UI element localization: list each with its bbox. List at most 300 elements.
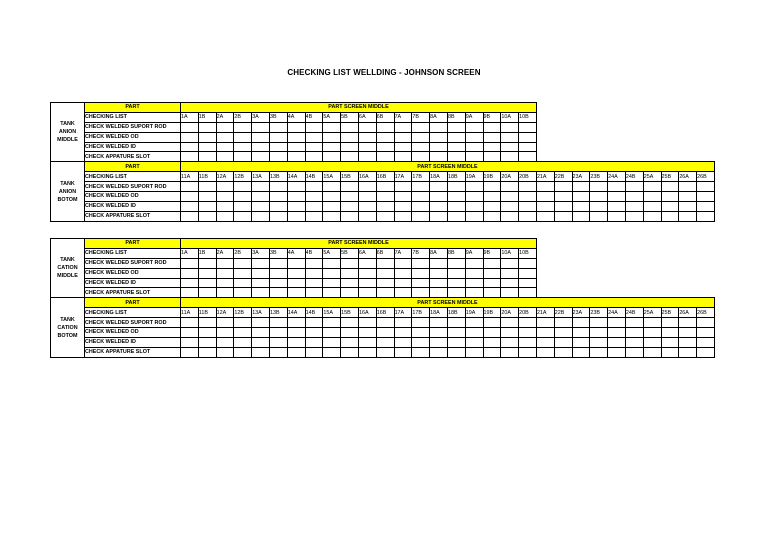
check-cell[interactable] <box>519 337 537 347</box>
check-cell[interactable] <box>358 122 376 132</box>
check-cell[interactable] <box>305 347 323 357</box>
check-cell[interactable] <box>697 318 715 328</box>
check-cell[interactable] <box>430 258 448 268</box>
check-cell[interactable] <box>305 182 323 192</box>
check-cell[interactable] <box>305 288 323 298</box>
check-cell[interactable] <box>519 268 537 278</box>
check-cell[interactable] <box>358 211 376 221</box>
check-cell[interactable] <box>376 152 394 162</box>
check-cell[interactable] <box>536 328 554 338</box>
check-cell[interactable] <box>341 268 359 278</box>
check-cell[interactable] <box>430 347 448 357</box>
check-cell[interactable] <box>323 142 341 152</box>
check-cell[interactable] <box>341 152 359 162</box>
check-cell[interactable] <box>216 288 234 298</box>
check-cell[interactable] <box>697 211 715 221</box>
check-cell[interactable] <box>358 132 376 142</box>
check-cell[interactable] <box>269 337 287 347</box>
check-cell[interactable] <box>412 152 430 162</box>
check-cell[interactable] <box>679 201 697 211</box>
check-cell[interactable] <box>465 211 483 221</box>
check-cell[interactable] <box>625 201 643 211</box>
check-cell[interactable] <box>519 347 537 357</box>
check-cell[interactable] <box>447 182 465 192</box>
check-cell[interactable] <box>536 337 554 347</box>
check-cell[interactable] <box>697 201 715 211</box>
check-cell[interactable] <box>465 318 483 328</box>
check-cell[interactable] <box>483 318 501 328</box>
check-cell[interactable] <box>181 182 199 192</box>
check-cell[interactable] <box>323 288 341 298</box>
check-cell[interactable] <box>181 211 199 221</box>
check-cell[interactable] <box>287 288 305 298</box>
check-cell[interactable] <box>198 278 216 288</box>
check-cell[interactable] <box>412 201 430 211</box>
check-cell[interactable] <box>181 122 199 132</box>
check-cell[interactable] <box>483 132 501 142</box>
check-cell[interactable] <box>269 132 287 142</box>
check-cell[interactable] <box>697 328 715 338</box>
check-cell[interactable] <box>234 268 252 278</box>
check-cell[interactable] <box>501 122 519 132</box>
check-cell[interactable] <box>447 268 465 278</box>
check-cell[interactable] <box>519 288 537 298</box>
check-cell[interactable] <box>643 211 661 221</box>
check-cell[interactable] <box>269 152 287 162</box>
check-cell[interactable] <box>376 182 394 192</box>
check-cell[interactable] <box>358 337 376 347</box>
check-cell[interactable] <box>216 318 234 328</box>
check-cell[interactable] <box>287 182 305 192</box>
check-cell[interactable] <box>269 182 287 192</box>
check-cell[interactable] <box>661 328 679 338</box>
check-cell[interactable] <box>519 122 537 132</box>
check-cell[interactable] <box>661 201 679 211</box>
check-cell[interactable] <box>519 192 537 202</box>
check-cell[interactable] <box>501 337 519 347</box>
check-cell[interactable] <box>643 328 661 338</box>
check-cell[interactable] <box>252 122 270 132</box>
check-cell[interactable] <box>590 328 608 338</box>
check-cell[interactable] <box>643 347 661 357</box>
check-cell[interactable] <box>447 122 465 132</box>
check-cell[interactable] <box>643 337 661 347</box>
check-cell[interactable] <box>590 201 608 211</box>
check-cell[interactable] <box>519 278 537 288</box>
check-cell[interactable] <box>465 132 483 142</box>
check-cell[interactable] <box>590 182 608 192</box>
check-cell[interactable] <box>394 132 412 142</box>
check-cell[interactable] <box>572 211 590 221</box>
check-cell[interactable] <box>483 258 501 268</box>
check-cell[interactable] <box>287 258 305 268</box>
check-cell[interactable] <box>608 211 626 221</box>
check-cell[interactable] <box>216 152 234 162</box>
check-cell[interactable] <box>554 347 572 357</box>
check-cell[interactable] <box>447 142 465 152</box>
check-cell[interactable] <box>447 328 465 338</box>
check-cell[interactable] <box>287 142 305 152</box>
check-cell[interactable] <box>341 328 359 338</box>
check-cell[interactable] <box>181 288 199 298</box>
check-cell[interactable] <box>341 132 359 142</box>
check-cell[interactable] <box>679 192 697 202</box>
check-cell[interactable] <box>269 268 287 278</box>
check-cell[interactable] <box>287 122 305 132</box>
check-cell[interactable] <box>358 288 376 298</box>
check-cell[interactable] <box>572 318 590 328</box>
check-cell[interactable] <box>697 182 715 192</box>
check-cell[interactable] <box>287 278 305 288</box>
check-cell[interactable] <box>483 288 501 298</box>
check-cell[interactable] <box>216 258 234 268</box>
check-cell[interactable] <box>323 211 341 221</box>
check-cell[interactable] <box>394 142 412 152</box>
check-cell[interactable] <box>625 192 643 202</box>
check-cell[interactable] <box>501 347 519 357</box>
check-cell[interactable] <box>554 201 572 211</box>
check-cell[interactable] <box>430 318 448 328</box>
check-cell[interactable] <box>376 337 394 347</box>
check-cell[interactable] <box>287 201 305 211</box>
check-cell[interactable] <box>305 201 323 211</box>
check-cell[interactable] <box>465 122 483 132</box>
check-cell[interactable] <box>590 192 608 202</box>
check-cell[interactable] <box>252 192 270 202</box>
check-cell[interactable] <box>269 192 287 202</box>
check-cell[interactable] <box>430 182 448 192</box>
check-cell[interactable] <box>447 318 465 328</box>
check-cell[interactable] <box>323 201 341 211</box>
check-cell[interactable] <box>269 122 287 132</box>
check-cell[interactable] <box>501 328 519 338</box>
check-cell[interactable] <box>234 278 252 288</box>
check-cell[interactable] <box>394 182 412 192</box>
check-cell[interactable] <box>287 211 305 221</box>
check-cell[interactable] <box>501 132 519 142</box>
check-cell[interactable] <box>643 318 661 328</box>
check-cell[interactable] <box>341 288 359 298</box>
check-cell[interactable] <box>341 337 359 347</box>
check-cell[interactable] <box>341 211 359 221</box>
check-cell[interactable] <box>287 318 305 328</box>
check-cell[interactable] <box>305 278 323 288</box>
check-cell[interactable] <box>590 318 608 328</box>
check-cell[interactable] <box>323 192 341 202</box>
check-cell[interactable] <box>483 152 501 162</box>
check-cell[interactable] <box>181 337 199 347</box>
check-cell[interactable] <box>412 288 430 298</box>
check-cell[interactable] <box>358 201 376 211</box>
check-cell[interactable] <box>376 211 394 221</box>
check-cell[interactable] <box>447 132 465 142</box>
check-cell[interactable] <box>287 347 305 357</box>
check-cell[interactable] <box>536 318 554 328</box>
check-cell[interactable] <box>305 122 323 132</box>
check-cell[interactable] <box>181 192 199 202</box>
check-cell[interactable] <box>305 192 323 202</box>
check-cell[interactable] <box>501 258 519 268</box>
check-cell[interactable] <box>465 278 483 288</box>
check-cell[interactable] <box>501 201 519 211</box>
check-cell[interactable] <box>412 211 430 221</box>
check-cell[interactable] <box>216 132 234 142</box>
check-cell[interactable] <box>181 278 199 288</box>
check-cell[interactable] <box>323 258 341 268</box>
check-cell[interactable] <box>519 328 537 338</box>
check-cell[interactable] <box>358 258 376 268</box>
check-cell[interactable] <box>554 192 572 202</box>
check-cell[interactable] <box>447 201 465 211</box>
check-cell[interactable] <box>287 268 305 278</box>
check-cell[interactable] <box>305 132 323 142</box>
check-cell[interactable] <box>536 182 554 192</box>
check-cell[interactable] <box>519 318 537 328</box>
check-cell[interactable] <box>216 192 234 202</box>
check-cell[interactable] <box>358 318 376 328</box>
check-cell[interactable] <box>269 201 287 211</box>
check-cell[interactable] <box>252 211 270 221</box>
check-cell[interactable] <box>252 347 270 357</box>
check-cell[interactable] <box>181 132 199 142</box>
check-cell[interactable] <box>269 288 287 298</box>
check-cell[interactable] <box>305 328 323 338</box>
check-cell[interactable] <box>608 347 626 357</box>
check-cell[interactable] <box>536 347 554 357</box>
check-cell[interactable] <box>501 278 519 288</box>
check-cell[interactable] <box>483 122 501 132</box>
check-cell[interactable] <box>447 152 465 162</box>
check-cell[interactable] <box>216 337 234 347</box>
check-cell[interactable] <box>430 278 448 288</box>
check-cell[interactable] <box>465 182 483 192</box>
check-cell[interactable] <box>465 201 483 211</box>
check-cell[interactable] <box>608 318 626 328</box>
check-cell[interactable] <box>625 337 643 347</box>
check-cell[interactable] <box>234 182 252 192</box>
check-cell[interactable] <box>519 132 537 142</box>
check-cell[interactable] <box>234 318 252 328</box>
check-cell[interactable] <box>519 258 537 268</box>
check-cell[interactable] <box>661 318 679 328</box>
check-cell[interactable] <box>252 288 270 298</box>
check-cell[interactable] <box>483 268 501 278</box>
check-cell[interactable] <box>198 142 216 152</box>
check-cell[interactable] <box>198 152 216 162</box>
check-cell[interactable] <box>625 347 643 357</box>
check-cell[interactable] <box>447 258 465 268</box>
check-cell[interactable] <box>181 328 199 338</box>
check-cell[interactable] <box>181 268 199 278</box>
check-cell[interactable] <box>269 258 287 268</box>
check-cell[interactable] <box>198 288 216 298</box>
check-cell[interactable] <box>376 328 394 338</box>
check-cell[interactable] <box>287 337 305 347</box>
check-cell[interactable] <box>679 337 697 347</box>
check-cell[interactable] <box>252 182 270 192</box>
check-cell[interactable] <box>661 211 679 221</box>
check-cell[interactable] <box>216 328 234 338</box>
check-cell[interactable] <box>430 132 448 142</box>
check-cell[interactable] <box>358 328 376 338</box>
check-cell[interactable] <box>412 122 430 132</box>
check-cell[interactable] <box>394 318 412 328</box>
check-cell[interactable] <box>305 211 323 221</box>
check-cell[interactable] <box>394 122 412 132</box>
check-cell[interactable] <box>536 211 554 221</box>
check-cell[interactable] <box>554 337 572 347</box>
check-cell[interactable] <box>590 337 608 347</box>
check-cell[interactable] <box>643 201 661 211</box>
check-cell[interactable] <box>394 337 412 347</box>
check-cell[interactable] <box>216 347 234 357</box>
check-cell[interactable] <box>679 328 697 338</box>
check-cell[interactable] <box>252 201 270 211</box>
check-cell[interactable] <box>323 182 341 192</box>
check-cell[interactable] <box>323 318 341 328</box>
check-cell[interactable] <box>483 182 501 192</box>
check-cell[interactable] <box>447 192 465 202</box>
check-cell[interactable] <box>358 192 376 202</box>
check-cell[interactable] <box>412 278 430 288</box>
check-cell[interactable] <box>430 337 448 347</box>
check-cell[interactable] <box>234 258 252 268</box>
check-cell[interactable] <box>234 122 252 132</box>
check-cell[interactable] <box>234 142 252 152</box>
check-cell[interactable] <box>287 192 305 202</box>
check-cell[interactable] <box>181 142 199 152</box>
check-cell[interactable] <box>181 152 199 162</box>
check-cell[interactable] <box>501 288 519 298</box>
check-cell[interactable] <box>216 182 234 192</box>
check-cell[interactable] <box>483 337 501 347</box>
check-cell[interactable] <box>394 278 412 288</box>
check-cell[interactable] <box>358 268 376 278</box>
check-cell[interactable] <box>447 211 465 221</box>
check-cell[interactable] <box>376 258 394 268</box>
check-cell[interactable] <box>572 347 590 357</box>
check-cell[interactable] <box>394 211 412 221</box>
check-cell[interactable] <box>216 142 234 152</box>
check-cell[interactable] <box>661 347 679 357</box>
check-cell[interactable] <box>234 211 252 221</box>
check-cell[interactable] <box>269 278 287 288</box>
check-cell[interactable] <box>305 318 323 328</box>
check-cell[interactable] <box>376 288 394 298</box>
check-cell[interactable] <box>181 201 199 211</box>
check-cell[interactable] <box>590 211 608 221</box>
check-cell[interactable] <box>608 337 626 347</box>
check-cell[interactable] <box>679 347 697 357</box>
check-cell[interactable] <box>216 122 234 132</box>
check-cell[interactable] <box>323 268 341 278</box>
check-cell[interactable] <box>376 122 394 132</box>
check-cell[interactable] <box>323 132 341 142</box>
check-cell[interactable] <box>252 318 270 328</box>
check-cell[interactable] <box>501 152 519 162</box>
check-cell[interactable] <box>358 142 376 152</box>
check-cell[interactable] <box>234 201 252 211</box>
check-cell[interactable] <box>341 122 359 132</box>
check-cell[interactable] <box>697 192 715 202</box>
check-cell[interactable] <box>376 192 394 202</box>
check-cell[interactable] <box>269 328 287 338</box>
check-cell[interactable] <box>376 278 394 288</box>
check-cell[interactable] <box>394 347 412 357</box>
check-cell[interactable] <box>287 152 305 162</box>
check-cell[interactable] <box>501 142 519 152</box>
check-cell[interactable] <box>501 318 519 328</box>
check-cell[interactable] <box>234 288 252 298</box>
check-cell[interactable] <box>625 182 643 192</box>
check-cell[interactable] <box>430 211 448 221</box>
check-cell[interactable] <box>287 328 305 338</box>
check-cell[interactable] <box>376 142 394 152</box>
check-cell[interactable] <box>269 318 287 328</box>
check-cell[interactable] <box>679 182 697 192</box>
check-cell[interactable] <box>376 318 394 328</box>
check-cell[interactable] <box>465 337 483 347</box>
check-cell[interactable] <box>483 142 501 152</box>
check-cell[interactable] <box>341 347 359 357</box>
check-cell[interactable] <box>198 347 216 357</box>
check-cell[interactable] <box>234 192 252 202</box>
check-cell[interactable] <box>412 347 430 357</box>
check-cell[interactable] <box>341 142 359 152</box>
check-cell[interactable] <box>625 211 643 221</box>
check-cell[interactable] <box>358 347 376 357</box>
check-cell[interactable] <box>198 318 216 328</box>
check-cell[interactable] <box>234 132 252 142</box>
check-cell[interactable] <box>608 182 626 192</box>
check-cell[interactable] <box>483 328 501 338</box>
check-cell[interactable] <box>483 347 501 357</box>
check-cell[interactable] <box>447 347 465 357</box>
check-cell[interactable] <box>465 142 483 152</box>
check-cell[interactable] <box>305 258 323 268</box>
check-cell[interactable] <box>181 258 199 268</box>
check-cell[interactable] <box>252 258 270 268</box>
check-cell[interactable] <box>216 211 234 221</box>
check-cell[interactable] <box>216 268 234 278</box>
check-cell[interactable] <box>572 192 590 202</box>
check-cell[interactable] <box>536 192 554 202</box>
check-cell[interactable] <box>323 152 341 162</box>
check-cell[interactable] <box>501 182 519 192</box>
check-cell[interactable] <box>501 211 519 221</box>
check-cell[interactable] <box>625 328 643 338</box>
check-cell[interactable] <box>447 288 465 298</box>
check-cell[interactable] <box>198 211 216 221</box>
check-cell[interactable] <box>341 318 359 328</box>
check-cell[interactable] <box>394 268 412 278</box>
check-cell[interactable] <box>394 152 412 162</box>
check-cell[interactable] <box>572 201 590 211</box>
check-cell[interactable] <box>341 201 359 211</box>
check-cell[interactable] <box>590 347 608 357</box>
check-cell[interactable] <box>341 258 359 268</box>
check-cell[interactable] <box>376 132 394 142</box>
check-cell[interactable] <box>430 328 448 338</box>
check-cell[interactable] <box>412 132 430 142</box>
check-cell[interactable] <box>198 182 216 192</box>
check-cell[interactable] <box>252 132 270 142</box>
check-cell[interactable] <box>465 268 483 278</box>
check-cell[interactable] <box>341 192 359 202</box>
check-cell[interactable] <box>305 268 323 278</box>
check-cell[interactable] <box>430 201 448 211</box>
check-cell[interactable] <box>305 337 323 347</box>
